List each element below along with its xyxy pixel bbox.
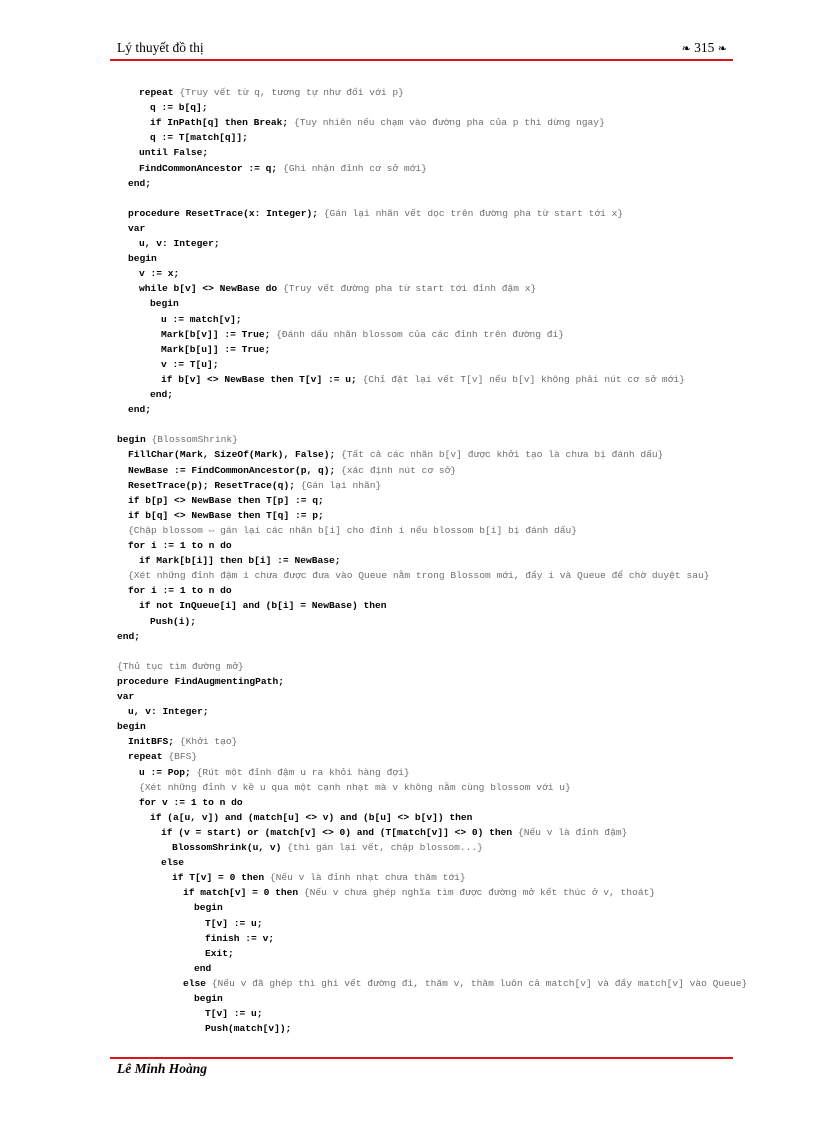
code-line bbox=[183, 885, 655, 900]
code-text: v := x; bbox=[139, 268, 180, 280]
code-text: begin bbox=[194, 993, 223, 1004]
code-comment: {Chỉ đặt lại vết T[v] nếu b[v] không phải nút cơ sở mới} bbox=[362, 373, 685, 385]
code-line bbox=[128, 221, 145, 236]
code-text: end; bbox=[128, 404, 152, 416]
code-line bbox=[128, 447, 663, 462]
code-line bbox=[150, 296, 179, 311]
code-line bbox=[161, 855, 184, 870]
code-comment: {Xét những đỉnh v kề u qua một cạnh nhạt mà v không nằm cùng blossom với u} bbox=[139, 781, 571, 793]
code-comment: {Đánh dấu nhãn blossom của các đỉnh trên đường đi} bbox=[276, 328, 565, 340]
code-text: FillChar(Mark, SizeOf(Mark), False); bbox=[128, 449, 342, 461]
code-comment: {Khởi tạo} bbox=[179, 736, 238, 748]
code-line bbox=[128, 523, 577, 538]
code-line bbox=[117, 629, 140, 644]
code-text: finish := v; bbox=[205, 932, 275, 944]
code-text: ResetTrace(p); ResetTrace(q); bbox=[128, 479, 301, 491]
code-line bbox=[205, 931, 274, 946]
code-text: Mark[b[v]] := True; bbox=[161, 328, 277, 340]
code-text: FindCommonAncestor := q; bbox=[139, 162, 283, 174]
code-text: begin bbox=[117, 434, 152, 446]
code-text: repeat bbox=[139, 87, 180, 98]
code-text: if b[p] <> NewBase then T[p] := q; bbox=[128, 494, 324, 506]
code-text: end; bbox=[117, 630, 141, 642]
code-text: u := match[v]; bbox=[161, 313, 242, 325]
code-text: Push(i); bbox=[150, 615, 197, 627]
code-text: begin bbox=[150, 298, 179, 310]
code-line bbox=[183, 976, 747, 991]
code-line bbox=[128, 478, 381, 493]
code-line bbox=[128, 538, 232, 553]
code-line bbox=[128, 583, 232, 598]
code-text: T[v] := u; bbox=[205, 917, 263, 929]
code-text: until False; bbox=[139, 147, 209, 159]
footer-author: Lê Minh Hoàng bbox=[117, 1061, 208, 1076]
code-line bbox=[205, 1006, 263, 1021]
code-text: v := T[u]; bbox=[161, 358, 219, 370]
code-line bbox=[117, 689, 134, 704]
code-text: T[v] := u; bbox=[205, 1008, 263, 1020]
code-text: InitBFS; bbox=[128, 736, 180, 748]
code-line bbox=[128, 749, 197, 764]
code-text: Mark[b[u]] := True; bbox=[161, 343, 271, 355]
code-text: q := T[match[q]]; bbox=[150, 132, 248, 144]
code-line bbox=[128, 251, 157, 266]
code-text: else bbox=[161, 857, 185, 869]
code-comment: {thì gán lại vết, chập blossom...} bbox=[287, 842, 483, 853]
code-text: begin bbox=[128, 253, 157, 265]
code-text: end; bbox=[128, 177, 152, 189]
code-line bbox=[128, 176, 151, 191]
code-text: u, v: Integer; bbox=[128, 706, 209, 718]
code-text: var bbox=[128, 222, 146, 234]
code-line bbox=[128, 463, 456, 478]
code-text: if InPath[q] then Break; bbox=[150, 117, 294, 129]
code-comment: {Xét những đỉnh đậm i chưa được đưa vào Queue nằm trong Blossom mới, đẩy i và Queue để chờ duyệt sau} bbox=[128, 570, 710, 582]
code-text: if not InQueue[i] and (b[i] = NewBase) then bbox=[139, 600, 387, 612]
code-line bbox=[161, 327, 564, 342]
code-comment: {xác định nút cơ sở} bbox=[341, 464, 457, 476]
code-text: NewBase := FindCommonAncestor(p, q); bbox=[128, 464, 342, 476]
code-line bbox=[117, 719, 146, 734]
code-line bbox=[139, 145, 208, 160]
code-text: if b[v] <> NewBase then T[v] := u; bbox=[161, 373, 363, 385]
code-line bbox=[128, 402, 151, 417]
code-line bbox=[139, 553, 341, 568]
code-line bbox=[139, 598, 387, 613]
code-comment: {Gán lại nhãn} bbox=[300, 479, 382, 491]
code-line bbox=[172, 840, 483, 855]
code-line bbox=[139, 161, 427, 176]
code-comment: {Nếu v đã ghép thì ghi vết đường đi, thăm v, thăm luôn cả match[v] và đẩy match[v] vào Queue} bbox=[211, 977, 748, 989]
code-text: Push(match[v]); bbox=[205, 1023, 292, 1035]
code-comment: {Tuy nhiên nếu chạm vào đường pha của p thì dừng ngay} bbox=[293, 117, 605, 129]
code-line bbox=[194, 991, 223, 1006]
footer-rule bbox=[110, 1057, 733, 1059]
code-comment: {Nếu v chưa ghép nghĩa tìm được đường mở kết thúc ở v, thoát} bbox=[303, 887, 656, 899]
code-line bbox=[150, 130, 248, 145]
code-comment: {Nếu v là đỉnh đậm} bbox=[517, 826, 628, 838]
header-title: Lý thuyết đồ thị bbox=[117, 40, 204, 55]
code-text: for v := 1 to n do bbox=[139, 796, 243, 808]
header-rule bbox=[110, 59, 733, 61]
code-line bbox=[139, 266, 179, 281]
code-comment: {Thủ tục tìm đường mở} bbox=[117, 660, 244, 672]
code-text: begin bbox=[194, 902, 223, 914]
code-line bbox=[161, 825, 627, 840]
code-text: BlossomShrink(u, v) bbox=[172, 842, 288, 853]
code-text: q := b[q]; bbox=[150, 102, 208, 114]
code-line bbox=[128, 206, 623, 221]
code-comment: {BlossomShrink} bbox=[151, 434, 238, 446]
code-line bbox=[139, 795, 243, 810]
code-comment: {Truy vết đường pha từ start tới đỉnh đậm x} bbox=[282, 283, 537, 295]
code-comment: {Ghi nhận đỉnh cơ sở mới} bbox=[282, 162, 427, 174]
code-line bbox=[172, 870, 466, 885]
code-line bbox=[205, 946, 234, 961]
code-line bbox=[139, 85, 404, 100]
code-text: u, v: Integer; bbox=[139, 238, 220, 249]
code-line bbox=[161, 357, 219, 372]
code-line bbox=[205, 916, 263, 931]
code-line bbox=[128, 704, 209, 719]
code-line bbox=[161, 312, 242, 327]
code-line bbox=[150, 115, 605, 130]
code-line bbox=[117, 674, 284, 689]
code-text: repeat bbox=[128, 751, 169, 763]
code-comment: {Chập blossom ⇔ gán lại các nhãn b[i] cho đỉnh i nếu blossom b[i] bị đánh dấu} bbox=[128, 524, 578, 536]
code-comment: {Rút một đỉnh đậm u ra khỏi hàng đợi} bbox=[196, 766, 410, 778]
code-line bbox=[128, 493, 324, 508]
code-text: for i := 1 to n do bbox=[128, 585, 232, 597]
code-text: procedure FindAugmentingPath; bbox=[117, 675, 284, 687]
code-line bbox=[128, 508, 324, 523]
code-line bbox=[150, 810, 472, 825]
code-comment: {Gán lại nhãn vết dọc trên đường pha từ start tới x} bbox=[323, 207, 624, 219]
code-text: for i := 1 to n do bbox=[128, 540, 232, 551]
code-text: u := Pop; bbox=[139, 766, 197, 778]
code-line bbox=[150, 387, 173, 402]
header-page-number: 315 bbox=[694, 40, 715, 55]
code-text: if Mark[b[i]] then b[i] := NewBase; bbox=[139, 555, 341, 567]
code-line bbox=[128, 734, 237, 749]
code-line bbox=[150, 100, 208, 115]
code-comment: {Nếu v là đỉnh nhạt chưa thăm tới} bbox=[269, 872, 466, 884]
code-line bbox=[139, 765, 410, 780]
code-text: else bbox=[183, 977, 212, 989]
code-text: while b[v] <> NewBase do bbox=[139, 283, 283, 295]
code-line bbox=[117, 659, 244, 674]
code-line bbox=[139, 780, 571, 795]
code-text: if T[v] = 0 then bbox=[172, 872, 270, 884]
code-text: Exit; bbox=[205, 947, 234, 959]
ornament-right-icon: ❧ bbox=[717, 43, 727, 55]
code-line bbox=[139, 281, 536, 296]
ornament-left-icon: ❧ bbox=[681, 43, 691, 55]
code-text: if (a[u, v]) and (match[u] <> v) and (b[u] <> b[v]) then bbox=[150, 811, 473, 823]
code-line bbox=[161, 342, 270, 357]
code-text: end; bbox=[150, 389, 174, 400]
code-line bbox=[117, 432, 238, 447]
code-text: begin bbox=[117, 721, 146, 733]
code-text: procedure ResetTrace(x: Integer); bbox=[128, 207, 324, 219]
code-text: if match[v] = 0 then bbox=[183, 887, 304, 899]
code-line bbox=[194, 900, 223, 915]
code-comment: {Truy vết từ q, tương tự như đối với p} bbox=[179, 87, 404, 98]
code-line bbox=[194, 961, 211, 976]
code-text: end bbox=[194, 962, 212, 974]
code-text: if b[q] <> NewBase then T[q] := p; bbox=[128, 509, 324, 521]
code-text: var bbox=[117, 691, 135, 702]
code-line bbox=[150, 614, 196, 629]
code-text: if (v = start) or (match[v] <> 0) and (T[match[v]] <> 0) then bbox=[161, 826, 518, 838]
header-page-number-group bbox=[671, 40, 727, 56]
code-line bbox=[205, 1021, 291, 1036]
code-comment: {Tất cả các nhãn b[v] được khởi tạo là chưa bị đánh dấu} bbox=[341, 449, 664, 461]
code-line bbox=[139, 236, 220, 251]
code-comment: {BFS} bbox=[168, 751, 198, 763]
code-line bbox=[128, 568, 709, 583]
code-line bbox=[161, 372, 685, 387]
